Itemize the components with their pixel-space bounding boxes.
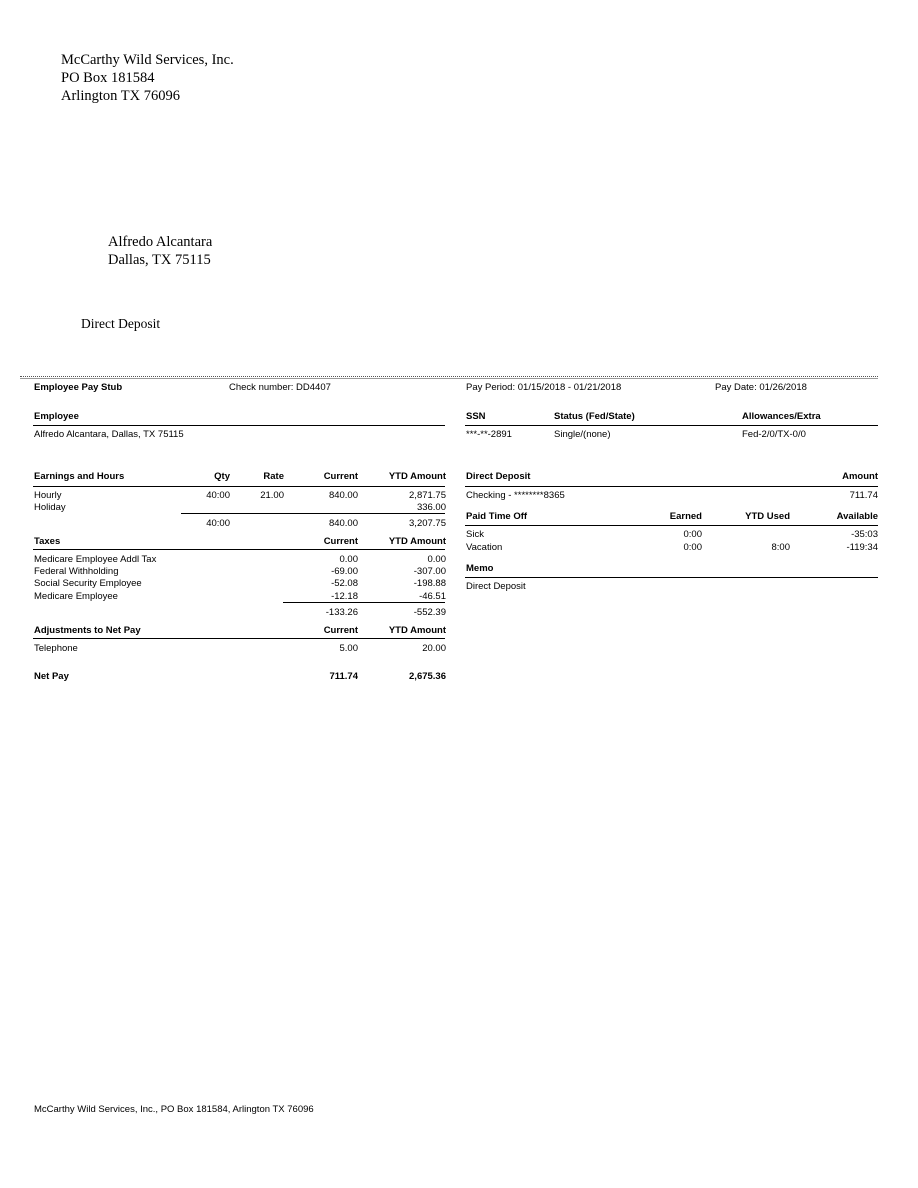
company-name: McCarthy Wild Services, Inc. <box>61 52 234 68</box>
net-pay-ytd: 2,675.36 <box>409 671 446 682</box>
earnings-total-current: 840.00 <box>328 518 358 529</box>
earnings-rule <box>33 486 445 487</box>
employee-rule-right <box>465 425 878 426</box>
tax-row-label: Medicare Employee <box>34 591 118 602</box>
status-header: Status (Fed/State) <box>554 411 635 422</box>
pay-date: Pay Date: 01/26/2018 <box>715 382 807 393</box>
memo-value: Direct Deposit <box>466 581 526 592</box>
taxes-current-header: Current <box>323 536 358 547</box>
pto-row-available: -119:34 <box>846 542 878 553</box>
taxes-ytd-header: YTD Amount <box>388 536 446 547</box>
ssn-value: ***-**-2891 <box>466 429 512 440</box>
company-address <box>61 51 234 105</box>
recipient-name: Alfredo Alcantara <box>108 234 213 250</box>
earnings-header: Earnings and Hours <box>34 471 125 482</box>
earnings-row-ytd: 336.00 <box>416 502 446 513</box>
direct-deposit-amount-header: Amount <box>842 471 878 482</box>
employee-rule <box>33 425 445 426</box>
net-pay-current: 711.74 <box>329 671 358 682</box>
net-pay-label: Net Pay <box>34 671 69 682</box>
allowances-value: Fed-2/0/TX-0/0 <box>742 429 806 440</box>
company-address-line1: PO Box 181584 <box>61 70 155 86</box>
tax-row-label: Social Security Employee <box>34 578 142 589</box>
pto-row-earned: 0:00 <box>683 542 702 553</box>
taxes-rule <box>33 549 445 550</box>
check-number: Check number: DD4407 <box>229 382 331 393</box>
adjustments-ytd-header: YTD Amount <box>388 625 446 636</box>
tax-row-current: -12.18 <box>331 591 358 602</box>
pto-row-available: -35:03 <box>851 529 878 540</box>
direct-deposit-header: Direct Deposit <box>466 471 531 482</box>
tax-row-current: 0.00 <box>339 554 358 565</box>
company-address-line2: Arlington TX 76096 <box>61 88 180 104</box>
tax-row-ytd: 0.00 <box>427 554 446 565</box>
pay-period: Pay Period: 01/15/2018 - 01/21/2018 <box>466 382 622 393</box>
direct-deposit-rule <box>465 486 878 487</box>
ssn-header: SSN <box>466 411 486 422</box>
adjustments-rule <box>33 638 445 639</box>
perforation-line <box>20 376 878 377</box>
direct-deposit-amount: 711.74 <box>849 490 878 501</box>
taxes-total-current: -133.26 <box>325 607 358 618</box>
earnings-row-ytd: 2,871.75 <box>409 490 446 501</box>
taxes-total-rule <box>283 602 445 603</box>
adjustments-current-header: Current <box>323 625 358 636</box>
tax-row-ytd: -198.88 <box>413 578 446 589</box>
pto-row-used: 8:00 <box>771 542 790 553</box>
earnings-row-label: Hourly <box>34 490 62 501</box>
tax-row-label: Federal Withholding <box>34 566 119 577</box>
memo-rule <box>465 577 878 578</box>
tax-row-ytd: -307.00 <box>413 566 446 577</box>
earnings-ytd-header: YTD Amount <box>388 471 446 482</box>
earnings-total-ytd: 3,207.75 <box>409 518 446 529</box>
pto-rule <box>465 525 878 526</box>
stub-title: Employee Pay Stub <box>34 382 123 393</box>
allowances-header: Allowances/Extra <box>742 411 821 422</box>
pto-used-header: YTD Used <box>745 511 790 522</box>
recipient-city: Dallas, TX 75115 <box>108 252 211 268</box>
earnings-row-rate: 21.00 <box>260 490 284 501</box>
earnings-total-qty: 40:00 <box>206 518 230 529</box>
adjustments-header: Adjustments to Net Pay <box>34 625 141 636</box>
perforation-line-under <box>20 378 878 379</box>
pto-row-label: Vacation <box>466 542 503 553</box>
taxes-header: Taxes <box>34 536 61 547</box>
earnings-row-qty: 40:00 <box>206 490 230 501</box>
pto-earned-header: Earned <box>669 511 702 522</box>
tax-row-label: Medicare Employee Addl Tax <box>34 554 157 565</box>
employee-header: Employee <box>34 411 79 422</box>
earnings-row-label: Holiday <box>34 502 66 513</box>
payment-method: Direct Deposit <box>81 316 161 331</box>
earnings-row-current: 840.00 <box>328 490 358 501</box>
tax-row-current: -69.00 <box>331 566 358 577</box>
tax-row-current: -52.08 <box>331 578 358 589</box>
rate-header: Rate <box>263 471 284 482</box>
memo-header: Memo <box>466 563 494 574</box>
pto-row-label: Sick <box>466 529 484 540</box>
earnings-total-rule <box>181 513 445 514</box>
pto-available-header: Available <box>836 511 878 522</box>
status-value: Single/(none) <box>554 429 611 440</box>
pto-header: Paid Time Off <box>466 511 528 522</box>
direct-deposit-account: Checking - ********8365 <box>466 490 565 501</box>
footer-address: McCarthy Wild Services, Inc., PO Box 181584, Arlington TX 76096 <box>34 1104 314 1115</box>
adjustment-row-ytd: 20.00 <box>422 643 446 654</box>
adjustment-row-label: Telephone <box>34 643 78 654</box>
tax-row-ytd: -46.51 <box>419 591 446 602</box>
qty-header: Qty <box>214 471 230 482</box>
pto-row-earned: 0:00 <box>683 529 702 540</box>
adjustment-row-current: 5.00 <box>339 643 358 654</box>
earnings-current-header: Current <box>323 471 358 482</box>
employee-value: Alfredo Alcantara, Dallas, TX 75115 <box>34 429 184 440</box>
recipient-address <box>108 233 212 269</box>
taxes-total-ytd: -552.39 <box>413 607 446 618</box>
